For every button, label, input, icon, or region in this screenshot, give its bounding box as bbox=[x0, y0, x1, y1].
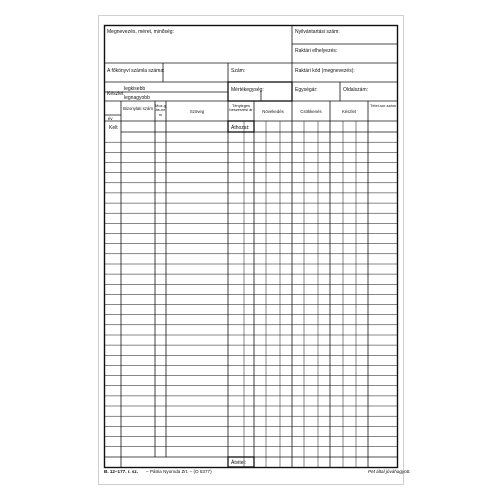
carryover-label: Áthozat: bbox=[231, 125, 250, 131]
approval-note: PM által jóváhagyott. bbox=[368, 469, 411, 474]
col-receipt: Bizonylati szám bbox=[123, 106, 153, 111]
col-movement: Moz-gás-nem bbox=[155, 103, 166, 117]
date-label: Kelt bbox=[109, 125, 118, 131]
col-actual-price: Tényleges beszerzési ár bbox=[229, 103, 253, 113]
form-code: B. 12–177. r. sz. bbox=[104, 469, 138, 474]
stock-label: Készlet bbox=[107, 91, 124, 97]
ledger-account-label: A főkönyvi számla száma: bbox=[107, 68, 165, 74]
unit-price-label: Egységár: bbox=[295, 87, 318, 93]
col-increase: Növekedés bbox=[262, 109, 284, 114]
register-number-label: Nyilvántartási szám: bbox=[295, 29, 340, 35]
col-item-number: Tétel-sor-szám bbox=[370, 103, 396, 108]
col-text: Szöveg bbox=[189, 109, 205, 114]
storage-code-label: Raktári kód (megnevezés): bbox=[295, 68, 355, 74]
highest-label: legkisebb bbox=[124, 86, 146, 92]
unit-label: Mértékegység: bbox=[231, 87, 264, 93]
page-number-label: Oldalszám: bbox=[343, 87, 369, 93]
lowest-label: legnagyobb bbox=[124, 95, 150, 101]
col-year: év bbox=[108, 116, 113, 121]
carryforward-label: Átvitel: bbox=[231, 460, 247, 466]
col-stock: Készlet bbox=[341, 109, 357, 114]
number-label: Szám: bbox=[231, 68, 246, 74]
printer-imprint: – Pátria Nyomda Zrt. – (O 5377) bbox=[146, 469, 212, 474]
col-decrease: Csökkenés bbox=[300, 109, 322, 114]
description-label: Megnevezés, méret, minőség: bbox=[107, 29, 174, 35]
storage-location-label: Raktári elhelyezés: bbox=[295, 48, 338, 54]
